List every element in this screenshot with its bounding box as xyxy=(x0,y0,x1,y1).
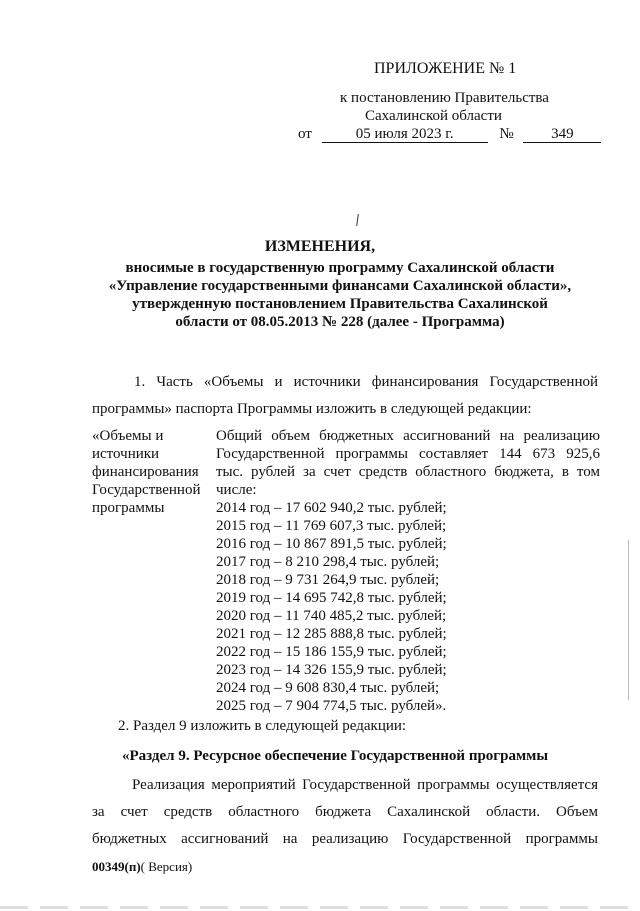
heading-line-1: вносимые в государственную программу Сахалинской области xyxy=(125,260,555,276)
appendix-date-row xyxy=(298,126,601,143)
year-row: 2016 год – 10 867 891,5 тыс. рублей; xyxy=(216,536,447,552)
year-row: 2018 год – 9 731 264,9 тыс. рублей; xyxy=(216,572,440,588)
table-left-cell xyxy=(92,427,200,517)
date-field: 05 июля 2023 г. xyxy=(322,127,488,143)
year-row: 2024 год – 9 608 830,4 тыс. рублей; xyxy=(216,680,440,696)
heading-title: ИЗМЕНЕНИЯ, xyxy=(264,238,376,255)
appendix-region-line: Сахалинской области xyxy=(365,108,502,124)
appendix-resolution-line: к постановлению Правительства xyxy=(340,90,549,106)
heading-line-3: утвержденную постановлением Правительства Сахалинской xyxy=(132,296,548,312)
year-row: 2021 год – 12 285 888,8 тыс. рублей; xyxy=(216,626,447,642)
left-cell-line: финансирования xyxy=(92,464,199,480)
number-label: № xyxy=(499,126,514,142)
year-row: 2014 год – 17 602 940,2 тыс. рублей; xyxy=(216,500,447,516)
year-row: 2020 год – 11 740 485,2 тыс. рублей; xyxy=(216,608,447,624)
document-code: 00349(п) xyxy=(92,859,141,874)
heading-line-4: области от 08.05.2013 № 228 (далее - Программа) xyxy=(175,314,505,330)
number-field: 349 xyxy=(523,127,601,143)
year-row: 2017 год – 8 210 298,4 тыс. рублей; xyxy=(216,554,440,570)
heading-line-2: «Управление государственными финансами Сахалинской области», xyxy=(108,278,572,294)
left-cell-line: Государственной xyxy=(92,482,201,498)
appendix-title: ПРИЛОЖЕНИЕ № 1 xyxy=(374,60,517,77)
right-cell-line: числе: xyxy=(216,482,257,498)
item1-line-1: 1. Часть «Объемы и источники финансирования Государственной xyxy=(134,374,598,390)
section-para-line-2: за счет средств областного бюджета Сахалинской области. Объем xyxy=(92,804,598,820)
right-cell-line: Общий объем бюджетных ассигнований на реализацию xyxy=(216,428,600,444)
scan-artifact xyxy=(0,906,640,909)
year-row: 2019 год – 14 695 742,8 тыс. рублей; xyxy=(216,590,447,606)
scan-mark xyxy=(356,214,359,226)
right-cell-line: Государственной программы составляет 144 673 925,6 xyxy=(216,446,600,462)
section-para-line-3: бюджетных ассигнований на реализацию Государственной программы xyxy=(92,831,598,847)
right-cell-line: тыс. рублей за счет средств областного бюджета, в том xyxy=(216,464,600,480)
left-cell-line: программы xyxy=(92,500,165,516)
item2-line: 2. Раздел 9 изложить в следующей редакции: xyxy=(118,718,407,734)
year-row: 2025 год – 7 904 774,5 тыс. рублей». xyxy=(216,698,447,714)
scan-edge xyxy=(628,540,629,700)
year-row: 2022 год – 15 186 155,9 тыс. рублей; xyxy=(216,644,447,660)
section-title: «Раздел 9. Ресурсное обеспечение Государственной программы xyxy=(122,748,549,764)
left-cell-line: «Объемы и xyxy=(92,428,164,444)
item1-line-2: программы» паспорта Программы изложить в следующей редакции: xyxy=(92,401,532,417)
left-cell-line: источники xyxy=(92,446,160,462)
year-row: 2015 год – 11 769 607,3 тыс. рублей; xyxy=(216,518,447,534)
year-row: 2023 год – 14 326 155,9 тыс. рублей; xyxy=(216,662,447,678)
section-para-line-1: Реализация мероприятий Государственной программы осуществляется xyxy=(132,777,598,793)
version-label: ( Версия) xyxy=(140,859,193,874)
table-right-cell xyxy=(216,427,600,715)
from-label: от xyxy=(298,126,312,142)
footer-code-row xyxy=(92,859,192,875)
